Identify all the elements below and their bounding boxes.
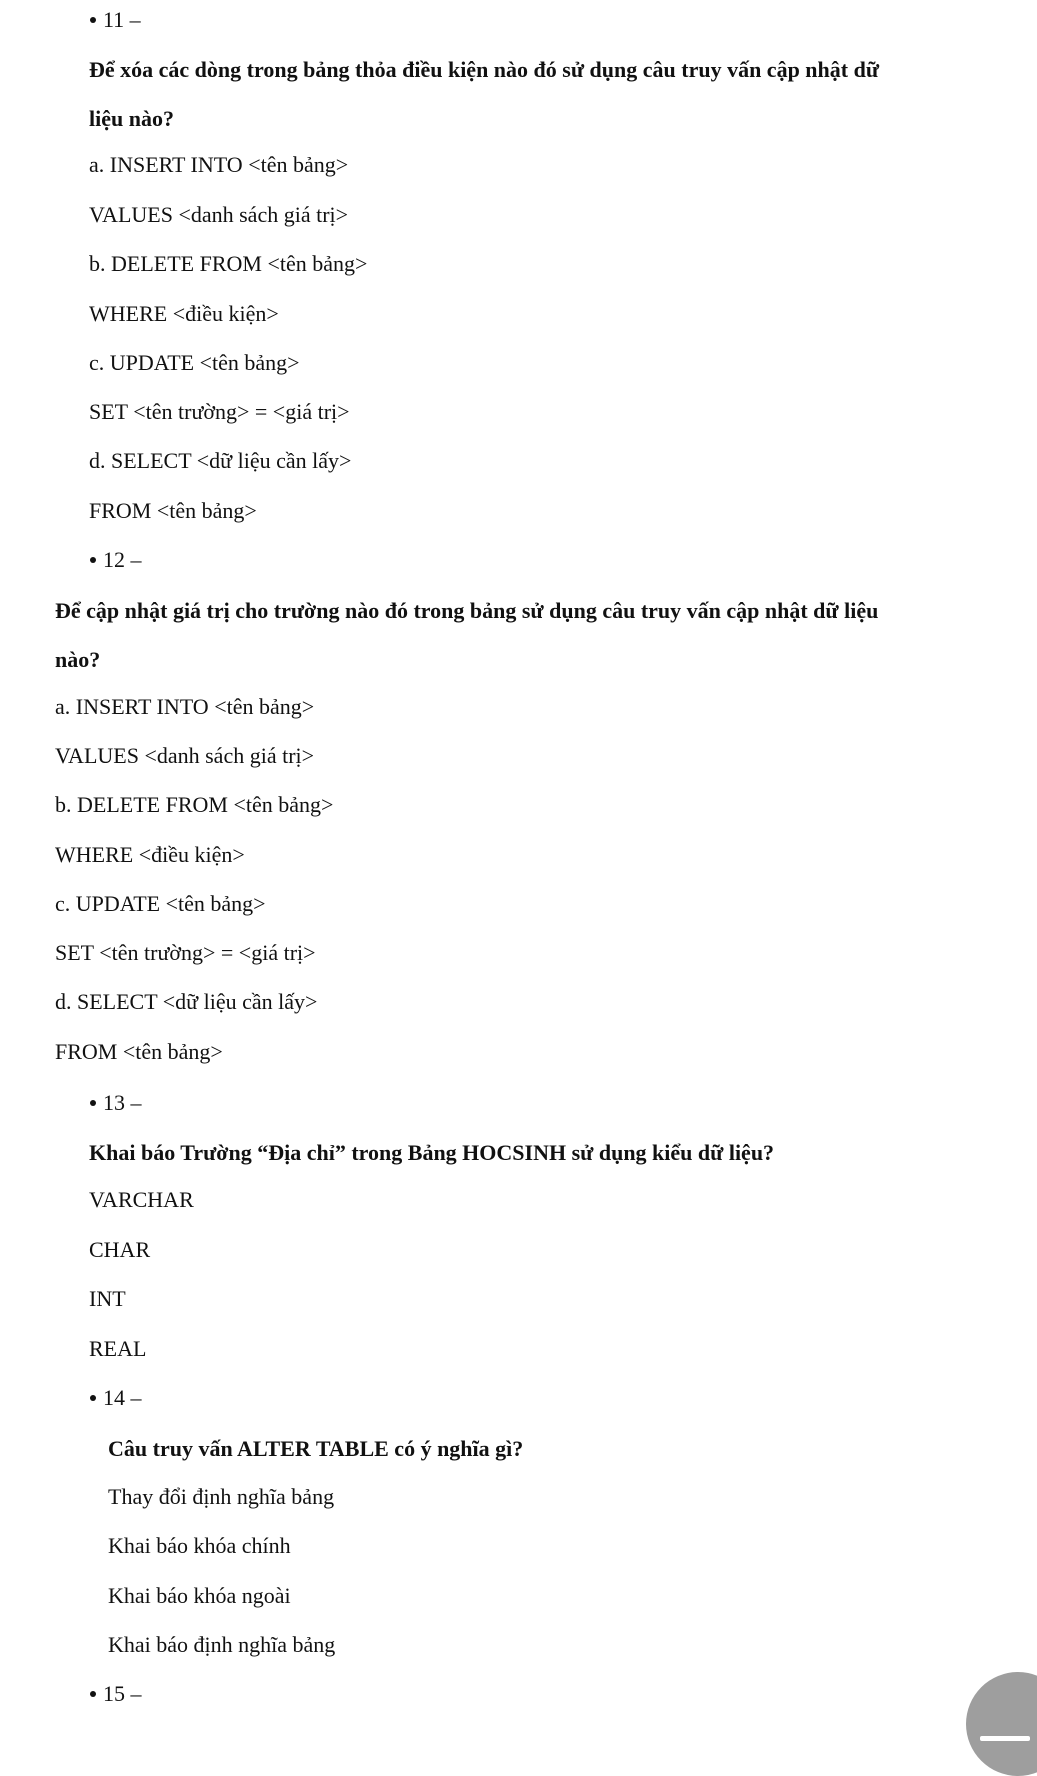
question-12-option-c-line-2: SET <tên trường> = <giá trị> — [55, 940, 316, 965]
question-11-option-a-line-2: VALUES <danh sách giá trị> — [89, 202, 349, 227]
minimize-bar-icon — [980, 1736, 1030, 1741]
question-11-option-b-line-2: WHERE <điều kiện> — [89, 301, 279, 326]
question-11-option-c-line-2: SET <tên trường> = <giá trị> — [89, 399, 350, 424]
question-14-option-3: Khai báo khóa ngoài — [108, 1583, 291, 1608]
bullet-icon — [90, 557, 96, 563]
question-12-option-d-line-2: FROM <tên bảng> — [55, 1039, 223, 1064]
question-12-number — [90, 547, 142, 573]
question-12-text-line-1: Để cập nhật giá trị cho trường nào đó trong bảng sử dụng câu truy vấn cập nhật dữ liệu — [55, 598, 879, 623]
bullet-icon — [90, 1100, 96, 1106]
question-12-option-a-line-1: a. INSERT INTO <tên bảng> — [55, 694, 315, 719]
question-14-text-line-1: Câu truy vấn ALTER TABLE có ý nghĩa gì? — [108, 1436, 524, 1461]
question-12-option-a-line-2: VALUES <danh sách giá trị> — [55, 743, 315, 768]
question-14-option-4: Khai báo định nghĩa bảng — [108, 1632, 336, 1657]
bullet-icon — [90, 1395, 96, 1401]
floating-action-button[interactable] — [966, 1672, 1037, 1776]
question-13-text-line-1: Khai báo Trường “Địa chỉ” trong Bảng HOCSINH sử dụng kiểu dữ liệu? — [89, 1140, 775, 1165]
question-13-option-2: CHAR — [89, 1237, 151, 1262]
question-11-option-a-line-1: a. INSERT INTO <tên bảng> — [89, 152, 349, 177]
question-number: 15 – — [103, 1681, 142, 1706]
bullet-icon — [90, 17, 96, 23]
question-13-option-3: INT — [89, 1286, 126, 1311]
question-number: 13 – — [103, 1090, 142, 1115]
question-12-option-b-line-2: WHERE <điều kiện> — [55, 842, 245, 867]
question-number: 11 – — [103, 7, 141, 32]
question-11-text-line-2: liệu nào? — [89, 106, 174, 131]
bullet-icon — [90, 1691, 96, 1697]
question-12-option-b-line-1: b. DELETE FROM <tên bảng> — [55, 792, 334, 817]
question-12-option-d-line-1: d. SELECT <dữ liệu cần lấy> — [55, 989, 318, 1014]
question-13-option-1: VARCHAR — [89, 1187, 194, 1212]
question-11-option-c-line-1: c. UPDATE <tên bảng> — [89, 350, 300, 375]
question-11-option-b-line-1: b. DELETE FROM <tên bảng> — [89, 251, 368, 276]
question-11-number — [90, 7, 141, 33]
question-14-option-1: Thay đổi định nghĩa bảng — [108, 1484, 335, 1509]
question-14-number — [90, 1385, 142, 1411]
question-number: 12 – — [103, 547, 142, 572]
question-13-number — [90, 1090, 142, 1116]
question-11-text-line-1: Để xóa các dòng trong bảng thỏa điều kiện nào đó sử dụng câu truy vấn cập nhật dữ — [89, 57, 880, 82]
question-11-option-d-line-1: d. SELECT <dữ liệu cần lấy> — [89, 448, 352, 473]
question-12-option-c-line-1: c. UPDATE <tên bảng> — [55, 891, 266, 916]
question-number: 14 – — [103, 1385, 142, 1410]
question-13-option-4: REAL — [89, 1336, 147, 1361]
question-12-text-line-2: nào? — [55, 647, 101, 672]
question-15-number — [90, 1681, 142, 1707]
question-14-option-2: Khai báo khóa chính — [108, 1533, 291, 1558]
question-11-option-d-line-2: FROM <tên bảng> — [89, 498, 257, 523]
